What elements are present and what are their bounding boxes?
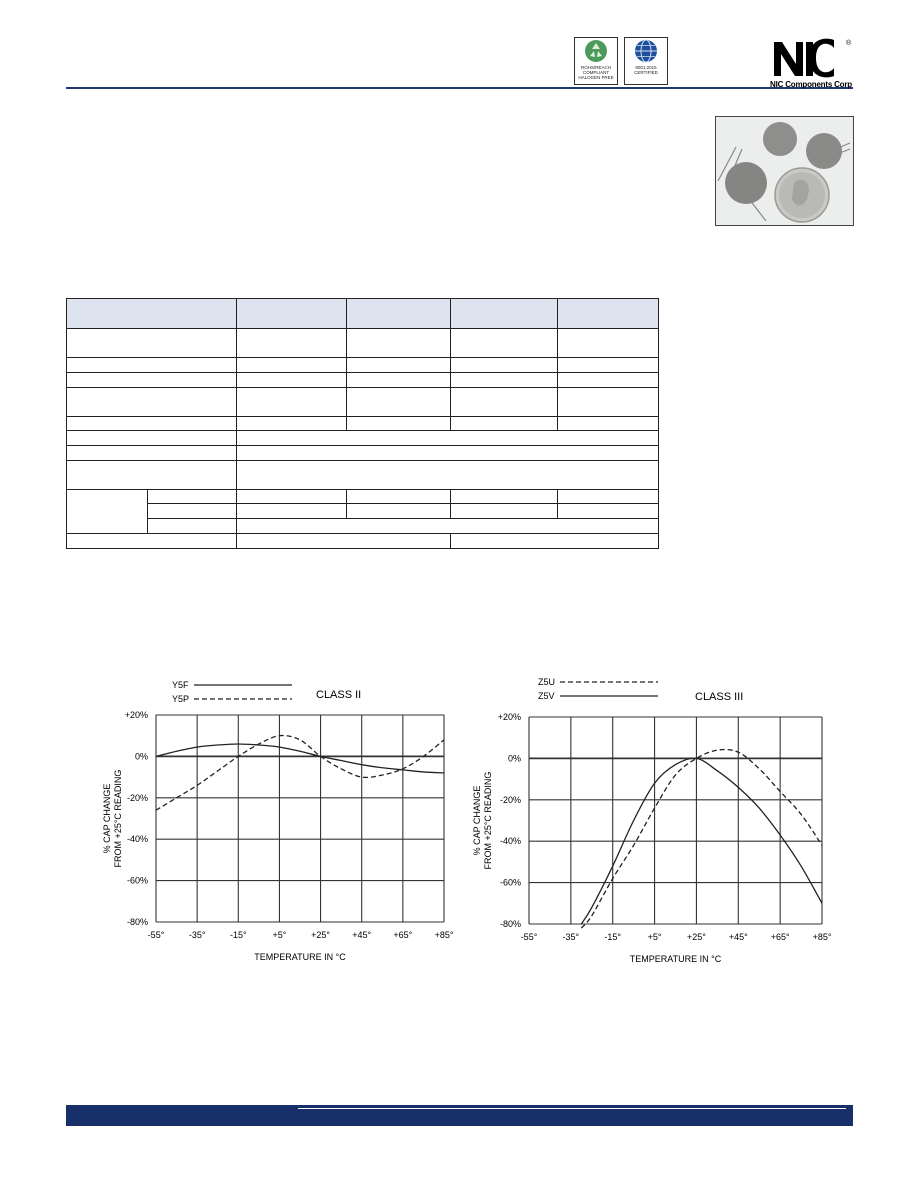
table-header-cell — [451, 299, 558, 329]
legend-label: Z5U — [538, 677, 556, 687]
footer-line — [298, 1108, 846, 1109]
y-tick-label: -60% — [126, 875, 148, 886]
x-axis-label: TEMPERATURE IN °C — [254, 952, 346, 962]
nic-logo-mark — [772, 36, 836, 78]
globe-icon — [633, 38, 659, 64]
y-tick-label: -20% — [126, 792, 148, 803]
legend-label: Y5F — [172, 680, 189, 690]
table-header-cell — [67, 299, 237, 329]
rohs-badge — [574, 37, 618, 85]
x-tick-label: -55° — [520, 932, 538, 942]
table-header-cell — [347, 299, 451, 329]
table-row — [67, 373, 659, 388]
y-tick-label: -20% — [499, 794, 521, 805]
table-row — [67, 417, 659, 431]
y-tick-label: 0% — [507, 753, 521, 764]
x-tick-label: +45° — [728, 932, 748, 942]
table-row — [67, 358, 659, 373]
y-tick-label: -80% — [126, 917, 148, 927]
y-axis-label: FROM +25°C READING — [113, 769, 123, 868]
y-tick-label: +20% — [124, 710, 148, 720]
x-tick-label: +5° — [647, 932, 662, 942]
specification-table — [66, 298, 659, 549]
iso-badge — [624, 37, 668, 85]
y-tick-label: 0% — [134, 751, 148, 762]
x-tick-label: +85° — [434, 930, 454, 940]
y-tick-label: -60% — [499, 877, 521, 888]
table-row — [67, 329, 659, 358]
x-tick-label: -55° — [147, 930, 165, 940]
ceramic-capacitor-image — [716, 117, 853, 225]
iso-badge-text: 9001:2015 CERTIFIED — [634, 65, 658, 75]
table-header-cell — [237, 299, 347, 329]
y-tick-label: +20% — [497, 712, 521, 722]
table-row — [67, 446, 659, 461]
x-tick-label: +25° — [686, 932, 706, 942]
chart-title: CLASS III — [695, 691, 744, 703]
product-photo — [715, 116, 854, 226]
x-tick-label: +85° — [812, 932, 832, 942]
table-header-row — [67, 299, 659, 329]
table-row — [67, 490, 659, 504]
company-name: NIC Components Corp — [770, 80, 852, 89]
header-rule — [66, 87, 853, 89]
table-row — [67, 431, 659, 446]
table-row — [67, 519, 659, 534]
company-logo — [770, 36, 854, 90]
table-row — [67, 461, 659, 490]
x-tick-label: -35° — [188, 930, 206, 940]
y-tick-label: -40% — [499, 836, 521, 847]
series-line-y5f — [156, 744, 444, 773]
y-axis-label: FROM +25°C READING — [483, 771, 493, 870]
y-axis-label: % CAP CHANGE — [102, 783, 112, 854]
registered-mark: ® — [846, 40, 852, 47]
table-header-cell — [558, 299, 659, 329]
x-tick-label: +25° — [311, 930, 331, 940]
table-row — [67, 388, 659, 417]
legend-label: Z5V — [538, 691, 555, 701]
chart-title: CLASS II — [316, 689, 362, 701]
rohs-badge-text: ROHS/REACH COMPLIANT HALOGEN FREE — [578, 65, 614, 80]
x-tick-label: -15° — [229, 930, 247, 940]
x-axis-label: TEMPERATURE IN °C — [629, 954, 722, 964]
x-tick-label: -35° — [562, 932, 580, 942]
table-row — [67, 534, 659, 549]
x-tick-label: +65° — [393, 930, 413, 940]
class-ii-chart — [96, 672, 466, 978]
recycle-icon — [583, 38, 609, 64]
y-axis-label: % CAP CHANGE — [472, 785, 482, 856]
x-tick-label: +45° — [352, 930, 372, 940]
x-tick-label: +65° — [770, 932, 790, 942]
table-row — [67, 504, 659, 519]
x-tick-label: -15° — [604, 932, 622, 942]
y-tick-label: -80% — [499, 919, 521, 929]
series-line-z5u — [581, 750, 822, 929]
y-tick-label: -40% — [126, 834, 148, 845]
class-iii-chart — [460, 672, 840, 978]
x-tick-label: +5° — [272, 930, 287, 940]
legend-label: Y5P — [172, 694, 190, 704]
